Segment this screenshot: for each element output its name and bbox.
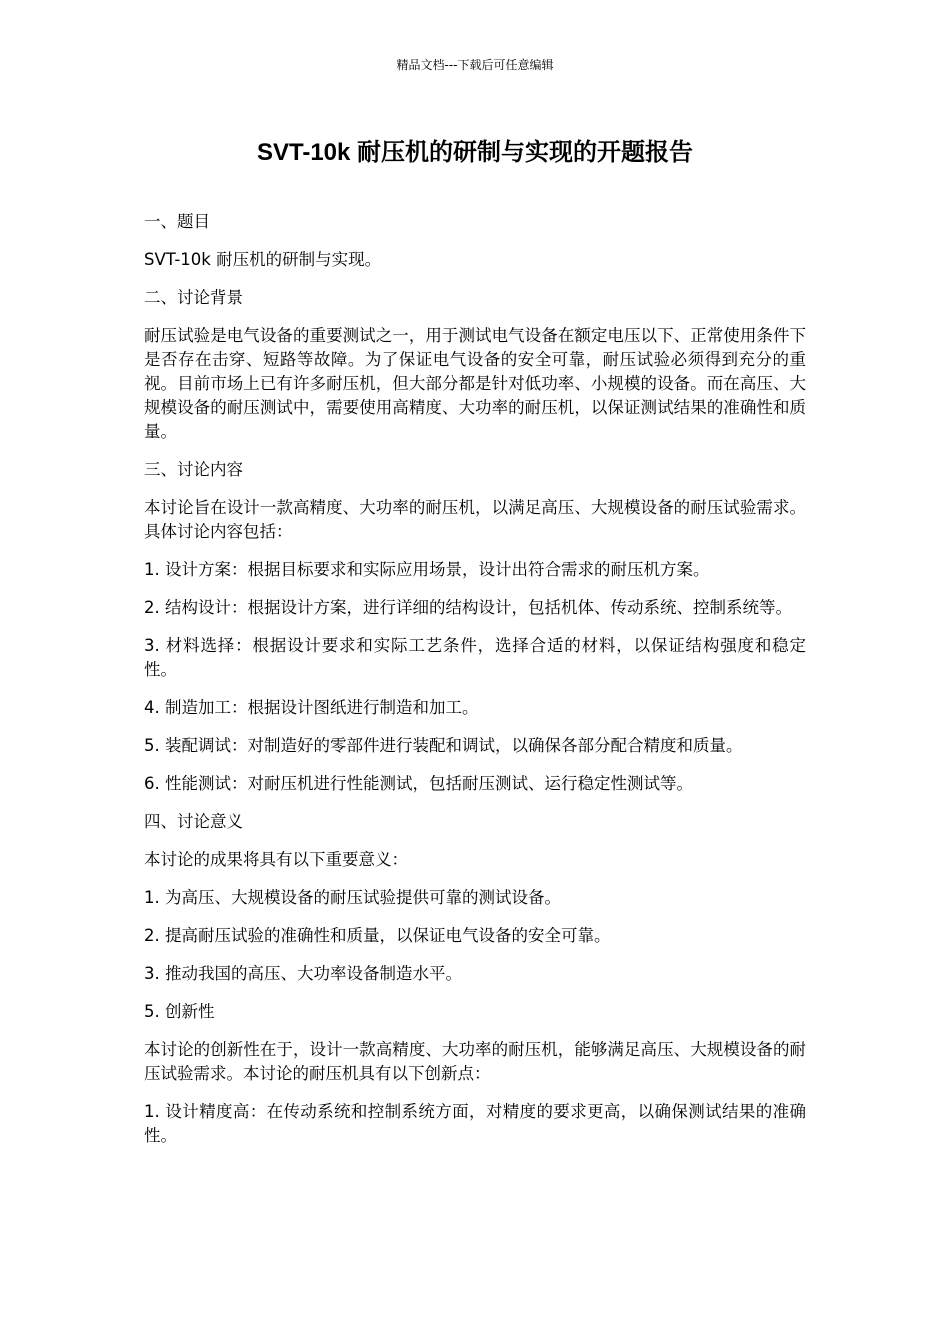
- section-heading-content: 三、讨论内容: [144, 460, 243, 479]
- innovation-item-1: 1. 设计精度高：在传动系统和控制系统方面，对精度的要求更高，以确保测试结果的准确性。: [144, 1102, 806, 1145]
- page-header: 精品文档---下载后可任意编辑: [396, 58, 554, 72]
- content-item-5: 5. 装配调试：对制造好的零部件进行装配和调试，以确保各部分配合精度和质量。: [144, 736, 743, 755]
- content-item-3: 3. 材料选择：根据设计要求和实际工艺条件，选择合适的材料，以保证结构强度和稳定性。: [144, 636, 806, 679]
- significance-item-1: 1. 为高压、大规模设备的耐压试验提供可靠的测试设备。: [144, 888, 561, 907]
- significance-intro-text: 本讨论的成果将具有以下重要意义：: [144, 850, 408, 869]
- significance-item-3: 3. 推动我国的高压、大功率设备制造水平。: [144, 964, 462, 983]
- content-item-2: 2. 结构设计：根据设计方案，进行详细的结构设计，包括机体、传动系统、控制系统等。: [144, 598, 792, 617]
- innovation-intro-text: 本讨论的创新性在于，设计一款高精度、大功率的耐压机，能够满足高压、大规模设备的耐压试验需求。本讨论的耐压机具有以下创新点：: [144, 1040, 806, 1083]
- section-heading-topic: 一、题目: [144, 212, 210, 231]
- background-text: 耐压试验是电气设备的重要测试之一，用于测试电气设备在额定电压以下、正常使用条件下是否存在击穿、短路等故障。为了保证电气设备的安全可靠，耐压试验必须得到充分的重视。目前市场上已有许多耐压机，但大部分都是针对低功率、小规模的设备。而在高压、大规模设备的耐压测试中，需要使用高精度、大功率的耐压机，以保证测试结果的准确性和质量。: [144, 326, 806, 441]
- content-item-4: 4. 制造加工：根据设计图纸进行制造和加工。: [144, 698, 479, 717]
- content-item-1: 1. 设计方案：根据目标要求和实际应用场景，设计出符合需求的耐压机方案。: [144, 560, 710, 579]
- section-heading-significance: 四、讨论意义: [144, 812, 243, 831]
- topic-text: SVT-10k 耐压机的研制与实现。: [144, 250, 382, 269]
- content-intro-text: 本讨论旨在设计一款高精度、大功率的耐压机，以满足高压、大规模设备的耐压试验需求。具体讨论内容包括：: [144, 498, 806, 541]
- document-body: [144, 210, 806, 1162]
- content-item-6: 6. 性能测试：对耐压机进行性能测试，包括耐压测试、运行稳定性测试等。: [144, 774, 693, 793]
- significance-item-2: 2. 提高耐压试验的准确性和质量，以保证电气设备的安全可靠。: [144, 926, 611, 945]
- section-heading-innovation: 5. 创新性: [144, 1002, 215, 1021]
- section-heading-background: 二、讨论背景: [144, 288, 243, 307]
- document-title: SVT-10k 耐压机的研制与实现的开题报告: [256, 139, 694, 166]
